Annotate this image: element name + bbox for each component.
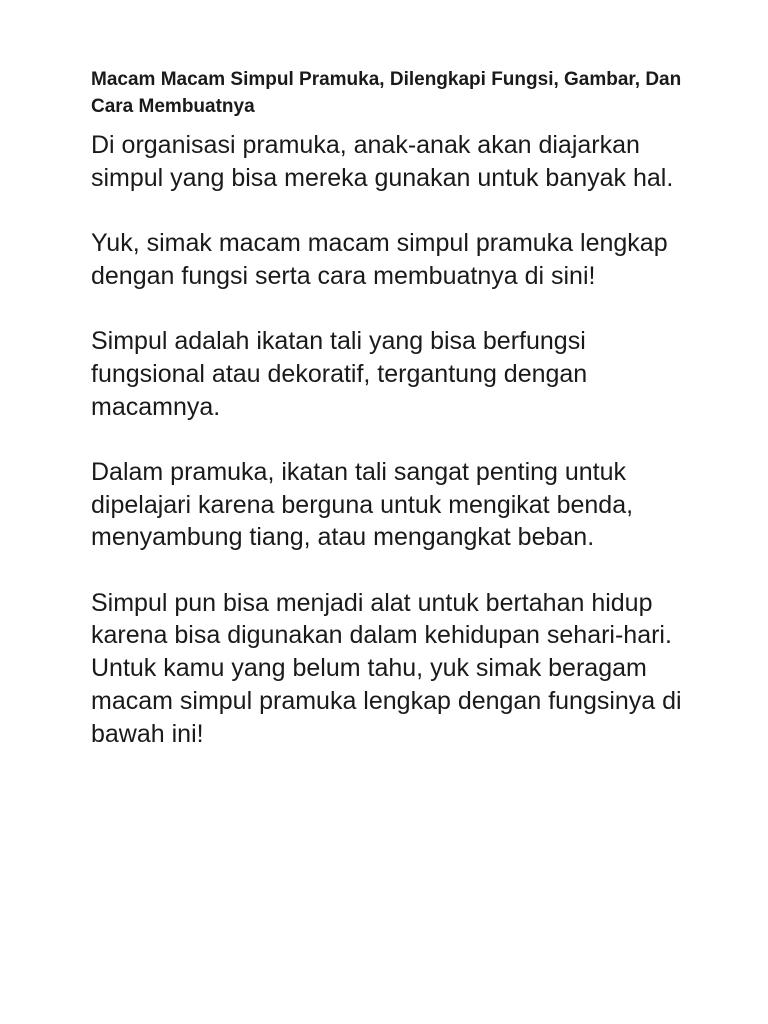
paragraph-importance: Dalam pramuka, ikatan tali sangat penting untuk dipelajari karena berguna untuk mengikat benda, menyambung tiang, atau mengangkat beban. bbox=[91, 457, 634, 552]
paragraph-closing: Untuk kamu yang belum tahu, yuk simak beragam macam simpul pramuka lengkap dengan fungsinya di bawah ini! bbox=[91, 654, 682, 748]
paragraph-invitation: Yuk, simak macam macam simpul pramuka lengkap dengan fungsi serta cara membuatnya di sini! bbox=[91, 229, 668, 290]
paragraph-definition: Simpul adalah ikatan tali yang bisa berfungsi fungsional atau dekoratif, tergantung dengan macamnya. bbox=[91, 327, 588, 421]
paragraph-intro: Di organisasi pramuka, anak-anak akan diajarkan simpul yang bisa mereka gunakan untuk banyak hal. bbox=[91, 131, 674, 192]
document-page bbox=[91, 66, 691, 750]
document-title: Macam Macam Simpul Pramuka, Dilengkapi Fungsi, Gambar, Dan Cara Membuatnya bbox=[91, 69, 682, 117]
paragraph-survival: Simpul pun bisa menjadi alat untuk bertahan hidup karena bisa digunakan dalam kehidupan sehari-hari. bbox=[91, 588, 672, 650]
